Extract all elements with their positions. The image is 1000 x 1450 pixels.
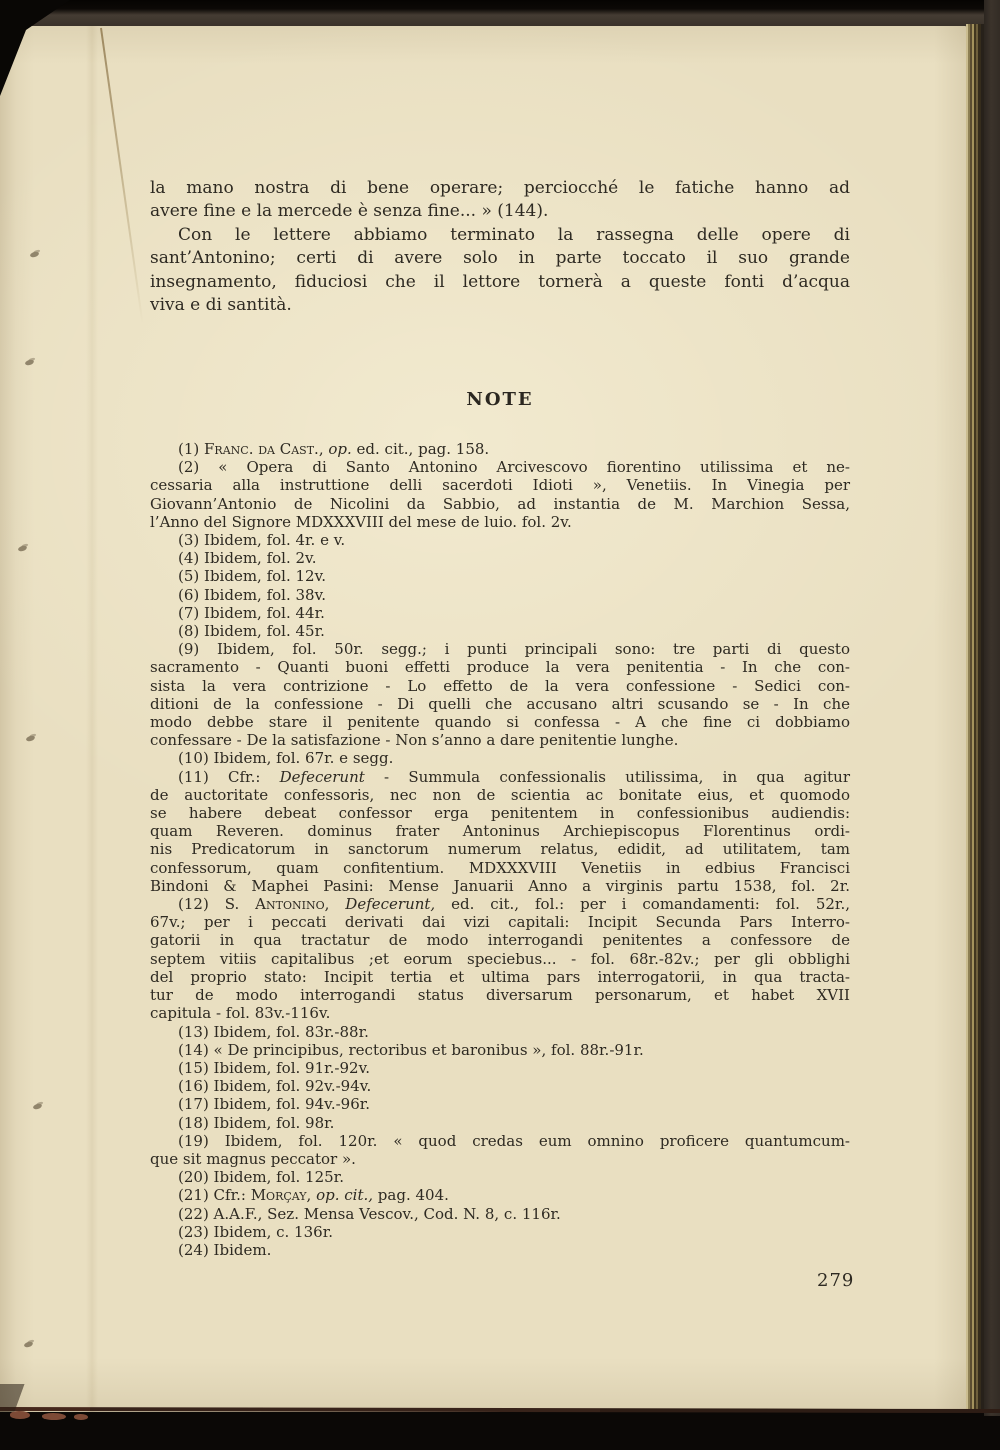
text-line (150, 658, 850, 676)
text-line (150, 294, 850, 317)
binding-wear-speck (74, 1414, 88, 1420)
text-segment: insegnamento, fiduciosi che il lettore tornerà a queste fonti d’acqua (150, 271, 850, 292)
page-number: 279 (817, 1270, 855, 1291)
text-segment-sc: Antonino (255, 895, 325, 914)
text-segment: - Summula confessionalis utilissima, in qua agitur (364, 767, 850, 786)
text-segment-it: Defecerunt, (345, 895, 452, 914)
text-line (150, 731, 850, 749)
text-segment: (6) Ibidem, fol. 38v. (178, 585, 327, 604)
text-segment: viva e di santità. (150, 295, 292, 316)
text-line (150, 586, 850, 604)
text-line (150, 950, 850, 968)
text-line (150, 822, 850, 840)
text-segment: ditioni de la confessione - Di quelli che accusano altri scusando se - In che (150, 694, 850, 713)
text-line (150, 224, 850, 247)
page-stack-right-edge (966, 24, 984, 1412)
text-line (150, 458, 850, 476)
text-line (150, 476, 850, 494)
text-segment: confessare - De la satisfazione - Non s’anno a dare penitentie lunghe. (150, 731, 679, 750)
text-line (150, 1132, 850, 1150)
text-line (150, 247, 850, 270)
text-segment: gatorii in qua tractatur de modo interrogandi penitentes a confessore de (150, 931, 850, 950)
text-segment: (10) Ibidem, fol. 67r. e segg. (178, 749, 394, 768)
text-line (150, 1041, 850, 1059)
text-segment: (1) (178, 440, 205, 458)
text-line (150, 840, 850, 858)
text-line (150, 567, 850, 585)
text-segment: (20) Ibidem, fol. 125r. (178, 1168, 344, 1187)
text-segment-sc: Franc. da Cast. (204, 440, 319, 458)
text-line (150, 440, 850, 458)
text-line (150, 713, 850, 731)
text-segment: capitula - fol. 83v.-116v. (150, 1004, 331, 1023)
text-segment: (3) Ibidem, fol. 4r. e v. (178, 531, 346, 550)
text-line (150, 986, 850, 1004)
text-segment: (8) Ibidem, fol. 45r. (178, 622, 325, 641)
binding-wear-speck (42, 1413, 66, 1420)
text-line (150, 677, 850, 695)
text-line (150, 200, 850, 223)
text-segment: que sit magnus peccator ». (150, 1149, 356, 1168)
text-segment: (9) Ibidem, fol. 50r. segg.; i punti principali sono: tre parti di questo (178, 640, 850, 659)
text-segment: pag. 404. (377, 1186, 449, 1205)
text-segment: modo debbe stare il penitente quando si confessa - A che fine ci dobbiamo (150, 713, 850, 732)
text-segment: (7) Ibidem, fol. 44r. (178, 603, 325, 622)
text-segment: se habere debeat confessor erga penitentem in confessionibus audiendis: (150, 804, 850, 823)
text-line (150, 877, 850, 895)
text-segment: (19) Ibidem, fol. 120r. « quod credas eum omnino proficere quantumcum- (178, 1131, 850, 1150)
text-segment: l’Anno del Signore MDXXXVIII del mese de luio. fol. 2v. (150, 512, 572, 531)
text-segment: tur de modo interrogandi status diversarum personarum, et habet XVII (150, 986, 850, 1005)
text-segment: cessaria alla instruttione delli sacerdoti Idioti », Venetiis. In Vinegia per (150, 476, 850, 495)
text-line (150, 1186, 850, 1204)
text-segment: , (324, 895, 346, 914)
text-segment: la mano nostra di bene operare; perciocché le fatiche hanno ad (150, 178, 850, 198)
text-line (150, 768, 850, 786)
text-segment: (17) Ibidem, fol. 94v.-96r. (178, 1095, 371, 1114)
body-text-paragraphs (150, 177, 850, 317)
notes-list (150, 440, 850, 1259)
text-segment: (21) Cfr.: (178, 1186, 251, 1205)
text-segment: ed. cit., pag. 158. (356, 440, 490, 458)
book-cover-bottom-edge (0, 1410, 1000, 1450)
text-segment: (22) A.A.F., Sez. Mensa Vescov., Cod. N. 8, c. 116r. (178, 1204, 561, 1223)
text-line (150, 549, 850, 567)
text-segment: (11) Cfr.: (178, 767, 280, 786)
book-cover-right-edge (984, 0, 1000, 1450)
text-line (150, 1223, 850, 1241)
text-line (150, 604, 850, 622)
text-line (150, 1059, 850, 1077)
text-segment: sacramento - Quanti buoni effetti produce la vera penitentia - In che con- (150, 658, 850, 677)
text-line (150, 1004, 850, 1022)
text-line (150, 1241, 850, 1259)
text-line (150, 895, 850, 913)
text-line (150, 622, 850, 640)
text-segment-it: op. cit., (316, 1186, 378, 1205)
text-segment: , (306, 1186, 317, 1205)
page-bottom-edge-shadow (0, 1407, 1000, 1413)
text-line (150, 271, 850, 294)
text-segment: (15) Ibidem, fol. 91r.-92v. (178, 1058, 371, 1077)
text-segment: (13) Ibidem, fol. 83r.-88r. (178, 1022, 369, 1041)
binding-wear-speck (10, 1411, 30, 1419)
text-segment: (18) Ibidem, fol. 98r. (178, 1113, 335, 1132)
paper-corner-bottom-left-shadow (0, 1384, 34, 1412)
text-line (150, 804, 850, 822)
text-line (150, 640, 850, 658)
text-segment: (4) Ibidem, fol. 2v. (178, 549, 317, 568)
text-line (150, 531, 850, 549)
book-cover-top-edge (0, 0, 1000, 26)
notes-heading: NOTE (466, 389, 534, 410)
text-segment: (2) « Opera di Santo Antonino Arcivescovo fiorentino utilissima et ne- (178, 458, 850, 477)
text-segment: 67v.; per i peccati derivati dai vizi capitali: Incipit Secunda Pars Interro- (150, 913, 850, 932)
text-segment: avere fine e la mercede è senza fine... » (144). (150, 201, 549, 222)
text-segment: quam Reveren. dominus frater Antoninus Archiepiscopus Florentinus ordi- (150, 822, 850, 841)
text-segment: sista la vera contrizione - Lo effetto de la vera confessione - Sedici con- (150, 676, 850, 695)
text-segment-it: Defecerunt (279, 767, 365, 786)
text-segment: (14) « De principibus, rectoribus et baronibus », fol. 88r.-91r. (178, 1040, 644, 1059)
text-segment: del proprio stato: Incipit tertia et ultima pars interrogatorii, in qua tracta- (150, 967, 850, 986)
text-line (150, 1205, 850, 1223)
text-segment: (16) Ibidem, fol. 92v.-94v. (178, 1077, 372, 1096)
text-segment: , (318, 440, 329, 458)
text-line (150, 695, 850, 713)
text-line (150, 1168, 850, 1186)
text-line (150, 968, 850, 986)
text-segment: (23) Ibidem, c. 136r. (178, 1222, 333, 1241)
text-line (150, 786, 850, 804)
text-segment: Giovann’Antonio de Nicolini da Sabbio, ad instantia de M. Marchion Sessa, (150, 494, 850, 513)
text-segment: (5) Ibidem, fol. 12v. (178, 567, 327, 586)
text-line (150, 931, 850, 949)
text-segment: confessorum, quam confitentium. MDXXXVIII Venetiis in edbius Francisci (150, 858, 850, 877)
text-segment: Con le lettere abbiamo terminato la rassegna delle opere di (178, 224, 850, 245)
text-line (150, 913, 850, 931)
text-line (150, 1150, 850, 1168)
text-segment: septem vitiis capitalibus ;et eorum speciebus... - fol. 68r.-82v.; per gli obblighi (150, 949, 850, 968)
text-segment: nis Predicatorum in sanctorum numerum relatus, edidit, ad utilitatem, tam (150, 840, 850, 859)
text-line (150, 1114, 850, 1132)
text-segment: (12) S. (178, 895, 256, 914)
text-line (150, 1023, 850, 1041)
text-segment-it: op. (328, 440, 357, 458)
text-line (150, 1077, 850, 1095)
text-line (150, 749, 850, 767)
text-line (150, 177, 850, 200)
text-segment: sant’Antonino; certi di avere solo in parte toccato il suo grande (150, 248, 850, 269)
text-segment: de auctoritate confessoris, nec non de scientia ac bonitate eius, et quomodo (150, 785, 850, 804)
text-segment: (24) Ibidem. (178, 1240, 272, 1259)
text-segment: ed. cit., fol.: per i comandamenti: fol. 52r., (451, 895, 850, 914)
text-line (150, 859, 850, 877)
text-line (150, 495, 850, 513)
text-line (150, 513, 850, 531)
text-line (150, 1095, 850, 1113)
text-segment-sc: Morçay (250, 1186, 307, 1205)
text-segment: Bindoni & Maphei Pasini: Mense Januarii Anno a virginis partu 1538, fol. 2r. (150, 876, 850, 895)
